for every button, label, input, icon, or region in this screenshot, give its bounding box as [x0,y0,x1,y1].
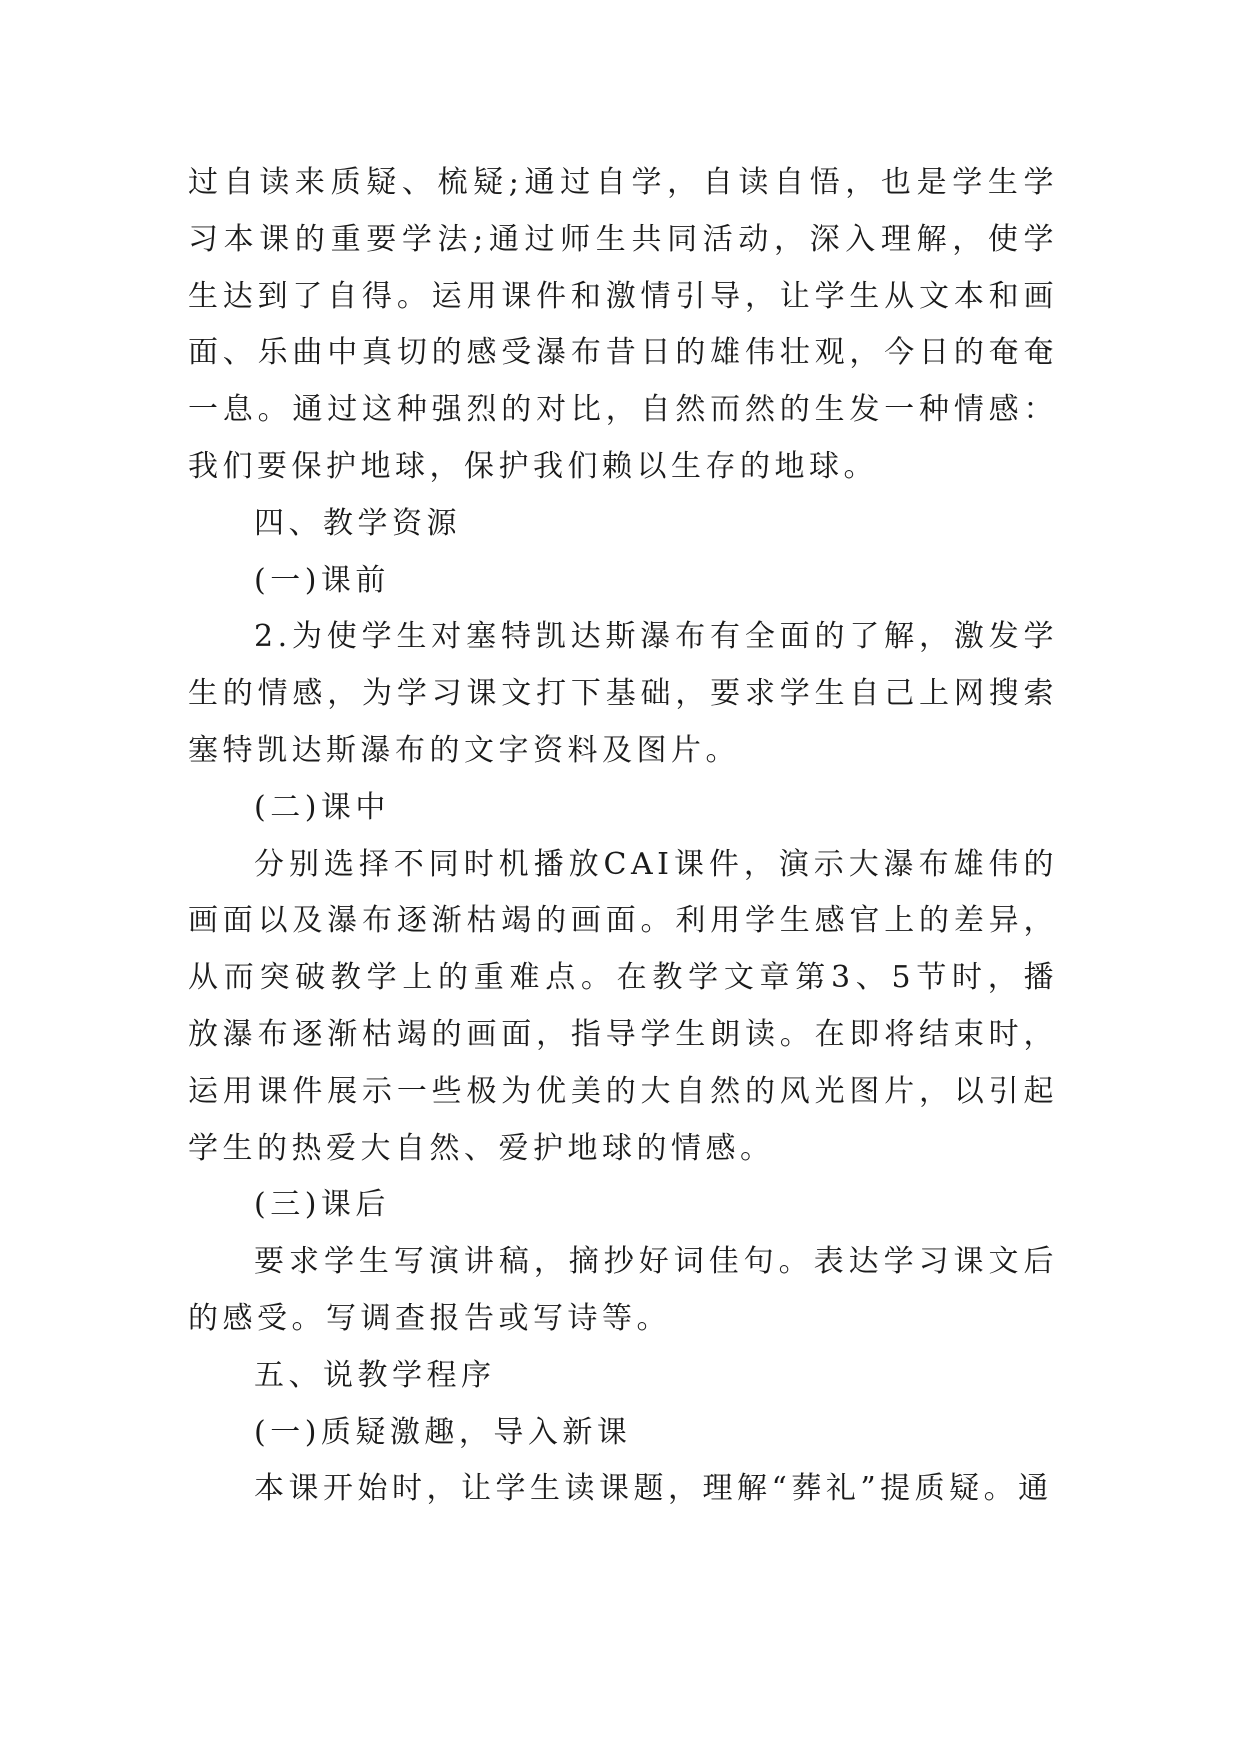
subheading-step-one: (一)质疑激趣，导入新课 [254,1414,632,1450]
paragraph-before-class: 2.为使学生对塞特凯达斯瀑布有全面的了解，激发学生的情感，为学习课文打下基础，要求学生自己上网搜索塞特凯达斯瀑布的文字资料及图片。 [188,619,1058,768]
heading-teaching-procedure: 五、说教学程序 [254,1357,496,1393]
paragraph-during-class: 分别选择不同时机播放CAI课件，演示大瀑布雄伟的画面以及瀑布逐渐枯竭的画面。利用学生感官上的差异，从而突破教学上的重难点。在教学文章第3、5节时，播放瀑布逐渐枯竭的画面，指导学生朗读。在即将结束时，运用课件展示一些极为优美的大自然的风光图片，以引起学生的热爱大自然、爱护地球的情感。 [188,846,1058,1166]
paragraph-step-one: 本课开始时，让学生读课题，理解“葬礼”提质疑。通 [254,1471,1053,1507]
paragraph-learning-methods: 过自读来质疑、梳疑;通过自学，自读自悟，也是学生学习本课的重要学法;通过师生共同活动，深入理解，使学生达到了自得。运用课件和激情引导，让学生从文本和画面、乐曲中真切的感受瀑布昔日的雄伟壮观，今日的奄奄一息。通过这种强烈的对比，自然而然的生发一种情感：我们要保护地球，保护我们赖以生存的地球。 [188,165,1058,484]
document-body [188,155,1058,1518]
heading-teaching-resources: 四、教学资源 [254,505,461,541]
subheading-during-class: (二)课中 [254,789,390,825]
paragraph-after-class: 要求学生写演讲稿，摘抄好词佳句。表达学习课文后的感受。写调查报告或写诗等。 [188,1244,1058,1336]
subheading-after-class: (三)课后 [254,1187,390,1223]
subheading-before-class: (一)课前 [254,562,390,598]
